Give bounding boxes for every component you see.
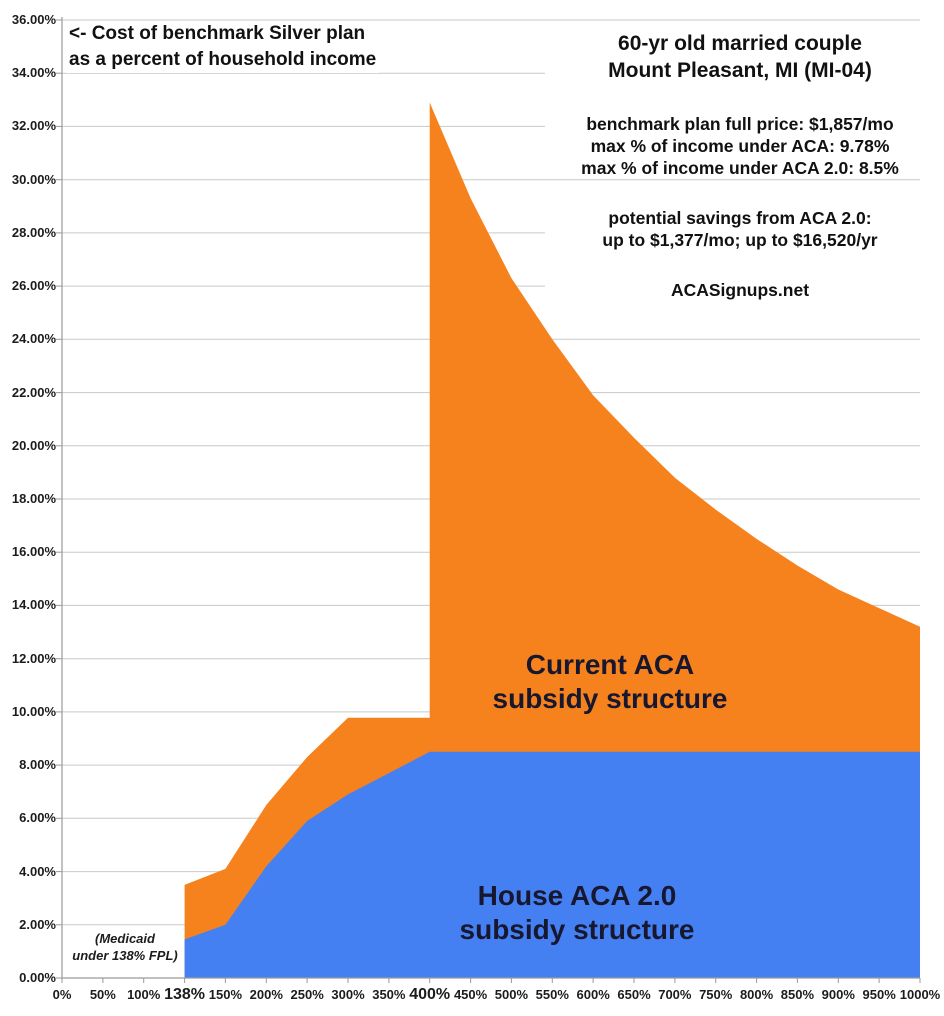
stat-max-aca2: max % of income under ACA 2.0: 8.5%	[581, 158, 899, 178]
y-axis-tick-label: 20.00%	[11, 437, 56, 453]
y-axis-annotation-line1: <- Cost of benchmark Silver plan	[69, 23, 366, 44]
x-axis-tick-label: 350%	[372, 987, 406, 1002]
source-watermark: ACASignups.net	[545, 280, 935, 301]
stat-max-aca: max % of income under ACA: 9.78%	[590, 136, 890, 156]
medicaid-note-line2: under 138% FPL)	[72, 948, 178, 963]
y-axis-tick-label: 26.00%	[11, 278, 56, 294]
x-axis-tick-label: 138%	[164, 986, 206, 1003]
chart-title	[545, 30, 935, 84]
x-axis-tick-label: 750%	[699, 987, 733, 1002]
y-axis-tick-label: 30.00%	[11, 171, 56, 187]
x-axis-tick-label: 650%	[617, 987, 651, 1002]
x-axis-tick-label: 800%	[739, 987, 774, 1002]
y-axis-tick-label: 6.00%	[19, 810, 56, 826]
x-axis-tick-label: 700%	[658, 987, 692, 1002]
y-axis-tick-label: 16.00%	[11, 544, 56, 560]
y-axis-tick-label: 28.00%	[11, 224, 56, 240]
current-aca-area-label	[460, 648, 760, 716]
y-axis-tick-label: 8.00%	[19, 757, 56, 773]
x-axis-tick-label: 300%	[331, 987, 365, 1002]
house-aca-label-line2: subsidy structure	[459, 914, 695, 945]
x-axis-tick-label: 900%	[821, 987, 855, 1002]
y-axis-tick-label: 32.00%	[11, 118, 56, 134]
house-aca-area-label	[427, 879, 727, 947]
x-axis-tick-label: 950%	[862, 987, 896, 1002]
x-axis-tick-label: 600%	[576, 987, 610, 1002]
y-axis-tick-label: 0.00%	[19, 970, 56, 985]
y-axis-tick-label: 14.00%	[11, 597, 56, 613]
y-axis-tick-label: 24.00%	[11, 331, 56, 347]
chart-title-line2: Mount Pleasant, MI (MI-04)	[608, 59, 872, 82]
savings-line2: up to $1,377/mo; up to $16,520/yr	[602, 230, 878, 250]
stats-annotation	[545, 113, 935, 179]
x-axis-tick-label: 550%	[535, 987, 569, 1002]
stat-benchmark-price: benchmark plan full price: $1,857/mo	[586, 114, 894, 134]
x-axis-tick-label: 0%	[52, 987, 72, 1002]
savings-annotation	[545, 207, 935, 251]
x-axis-tick-label: 1000%	[899, 987, 941, 1002]
y-axis-tick-label: 18.00%	[11, 491, 56, 506]
x-axis-tick-label: 850%	[780, 987, 815, 1002]
x-axis-tick-label: 150%	[208, 987, 243, 1002]
x-axis-tick-label: 450%	[453, 987, 488, 1002]
y-axis-tick-label: 36.00%	[11, 12, 56, 27]
y-axis-tick-label: 22.00%	[11, 384, 56, 400]
y-axis-tick-label: 12.00%	[11, 650, 56, 666]
y-axis-annotation	[66, 21, 379, 73]
y-axis-tick-label: 4.00%	[19, 863, 56, 879]
x-axis-tick-label: 200%	[249, 987, 283, 1002]
x-axis-tick-label: 50%	[89, 987, 116, 1002]
medicaid-note	[55, 930, 195, 964]
house-aca-label-line1: House ACA 2.0	[477, 880, 677, 911]
medicaid-note-line1: (Medicaid	[95, 931, 155, 946]
x-axis-tick-label: 100%	[127, 987, 161, 1002]
savings-line1: potential savings from ACA 2.0:	[608, 208, 872, 228]
x-axis-tick-label: 500%	[494, 987, 529, 1002]
x-axis-tick-label: 250%	[290, 987, 324, 1002]
current-aca-label-line2: subsidy structure	[492, 683, 728, 714]
y-axis-tick-label: 2.00%	[19, 916, 56, 932]
y-axis-annotation-line2: as a percent of household income	[69, 49, 377, 70]
y-axis-tick-label: 10.00%	[11, 703, 56, 719]
y-axis-tick-label: 34.00%	[11, 65, 56, 81]
chart-title-line1: 60-yr old married couple	[618, 32, 862, 55]
x-axis-tick-label: 400%	[409, 986, 451, 1003]
current-aca-label-line1: Current ACA	[525, 649, 695, 680]
